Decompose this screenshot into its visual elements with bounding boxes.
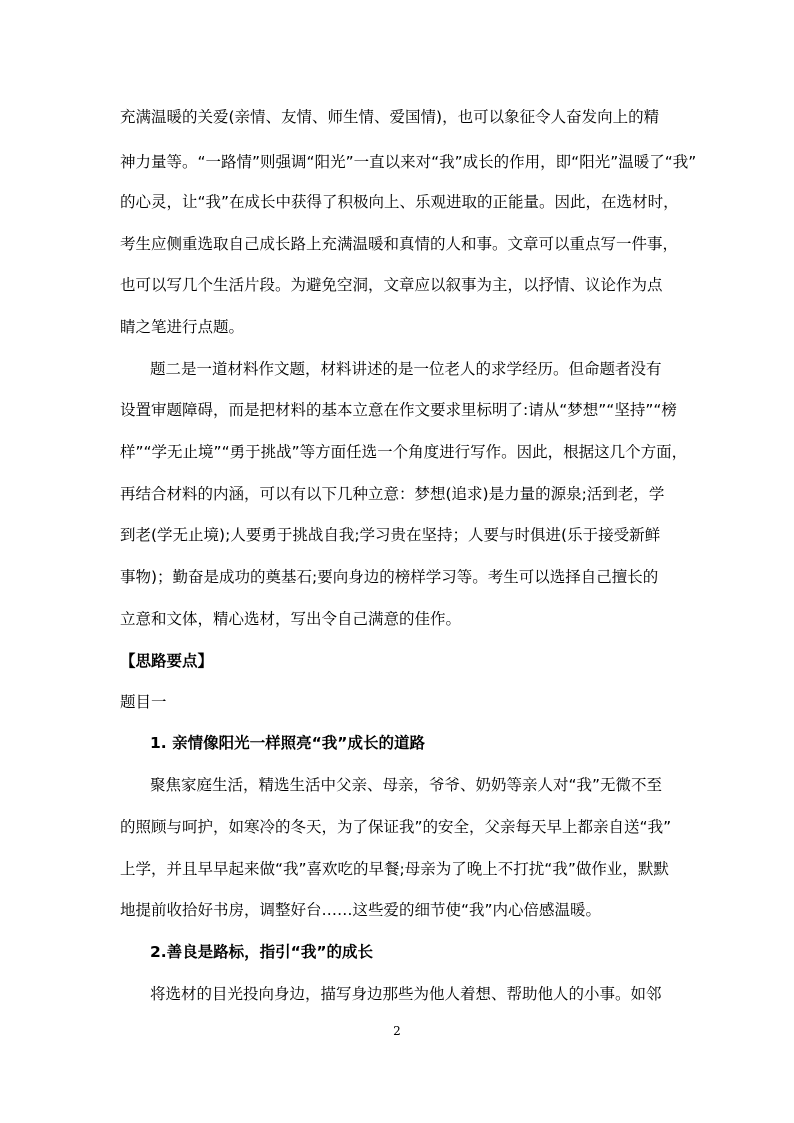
paragraph-line: 考生应侧重选取自己成长路上充满温暖和真情的人和事。文章可以重点写一件事， [120,235,679,253]
section-heading: 【思路要点】 [120,652,214,670]
paragraph-line: 的心灵，让“我”在成长中获得了积极向上、乐观进取的正能量。因此，在选材时， [120,193,679,211]
paragraph-line: 事物)；勤奋是成功的奠基石;要向身边的榜样学习等。考生可以选择自己擅长的 [120,568,659,586]
paragraph-line: 睛之笔进行点题。 [120,318,245,336]
paragraph-line: 再结合材料的内涵，可以有以下几种立意：梦想(追求)是力量的源泉;活到老，学 [120,485,665,503]
paragraph-line: 上学，并且早早起来做“我”喜欢吃的早餐;母亲为了晚上不打扰“我”做作业，默默 [120,860,669,878]
point-heading: 2.善良是路标，指引“我”的成长 [150,943,374,961]
paragraph-line: 样”“学无止境”“勇于挑战”等方面任选一个角度进行写作。因此，根据这几个方面， [120,443,688,461]
paragraph-line: 充满温暖的关爱(亲情、友情、师生情、爱国情)，也可以象征令人奋发向上的精 [120,108,660,126]
paragraph-line: 的照顾与呵护，如寒冷的冬天，为了保证我”的安全，父亲每天早上都亲自送“我” [120,818,672,836]
paragraph-line: 设置审题障碍，而是把材料的基本立意在作文要求里标明了:请从“梦想”“坚持”“榜 [120,401,677,419]
paragraph-line: 神力量等。“一路情”则强调“阳光”一直以来对“我”成长的作用，即“阳光”温暖了“我” [120,153,697,171]
paragraph-line: 立意和文体，精心选材，写出令自己满意的佳作。 [120,610,462,628]
paragraph-line: 将选材的目光投向身边，描写身边那些为他人着想、帮助他人的小事。如邻 [150,985,662,1003]
paragraph-line: 聚焦家庭生活，精选生活中父亲、母亲，爷爷、奶奶等亲人对“我”无微不至 [150,776,663,794]
paragraph-line: 题二是一道材料作文题，材料讲述的是一位老人的求学经历。但命题者没有 [150,360,662,378]
paragraph-line: 到老(学无止境);人要勇于挑战自我;学习贵在坚持；人要与时俱进(乐于接受新鲜 [120,526,661,544]
page-number: 2 [393,1024,401,1038]
point-heading: 1. 亲情像阳光一样照亮“我”成长的道路 [150,734,425,752]
paragraph-line: 也可以写几个生活片段。为避免空洞，文章应以叙事为主，以抒情、议论作为点 [120,276,663,294]
paragraph-line: 地提前收拾好书房，调整好台……这些爱的细节使“我”内心倍感温暖。 [120,901,602,919]
topic-label: 题目一 [120,693,167,711]
